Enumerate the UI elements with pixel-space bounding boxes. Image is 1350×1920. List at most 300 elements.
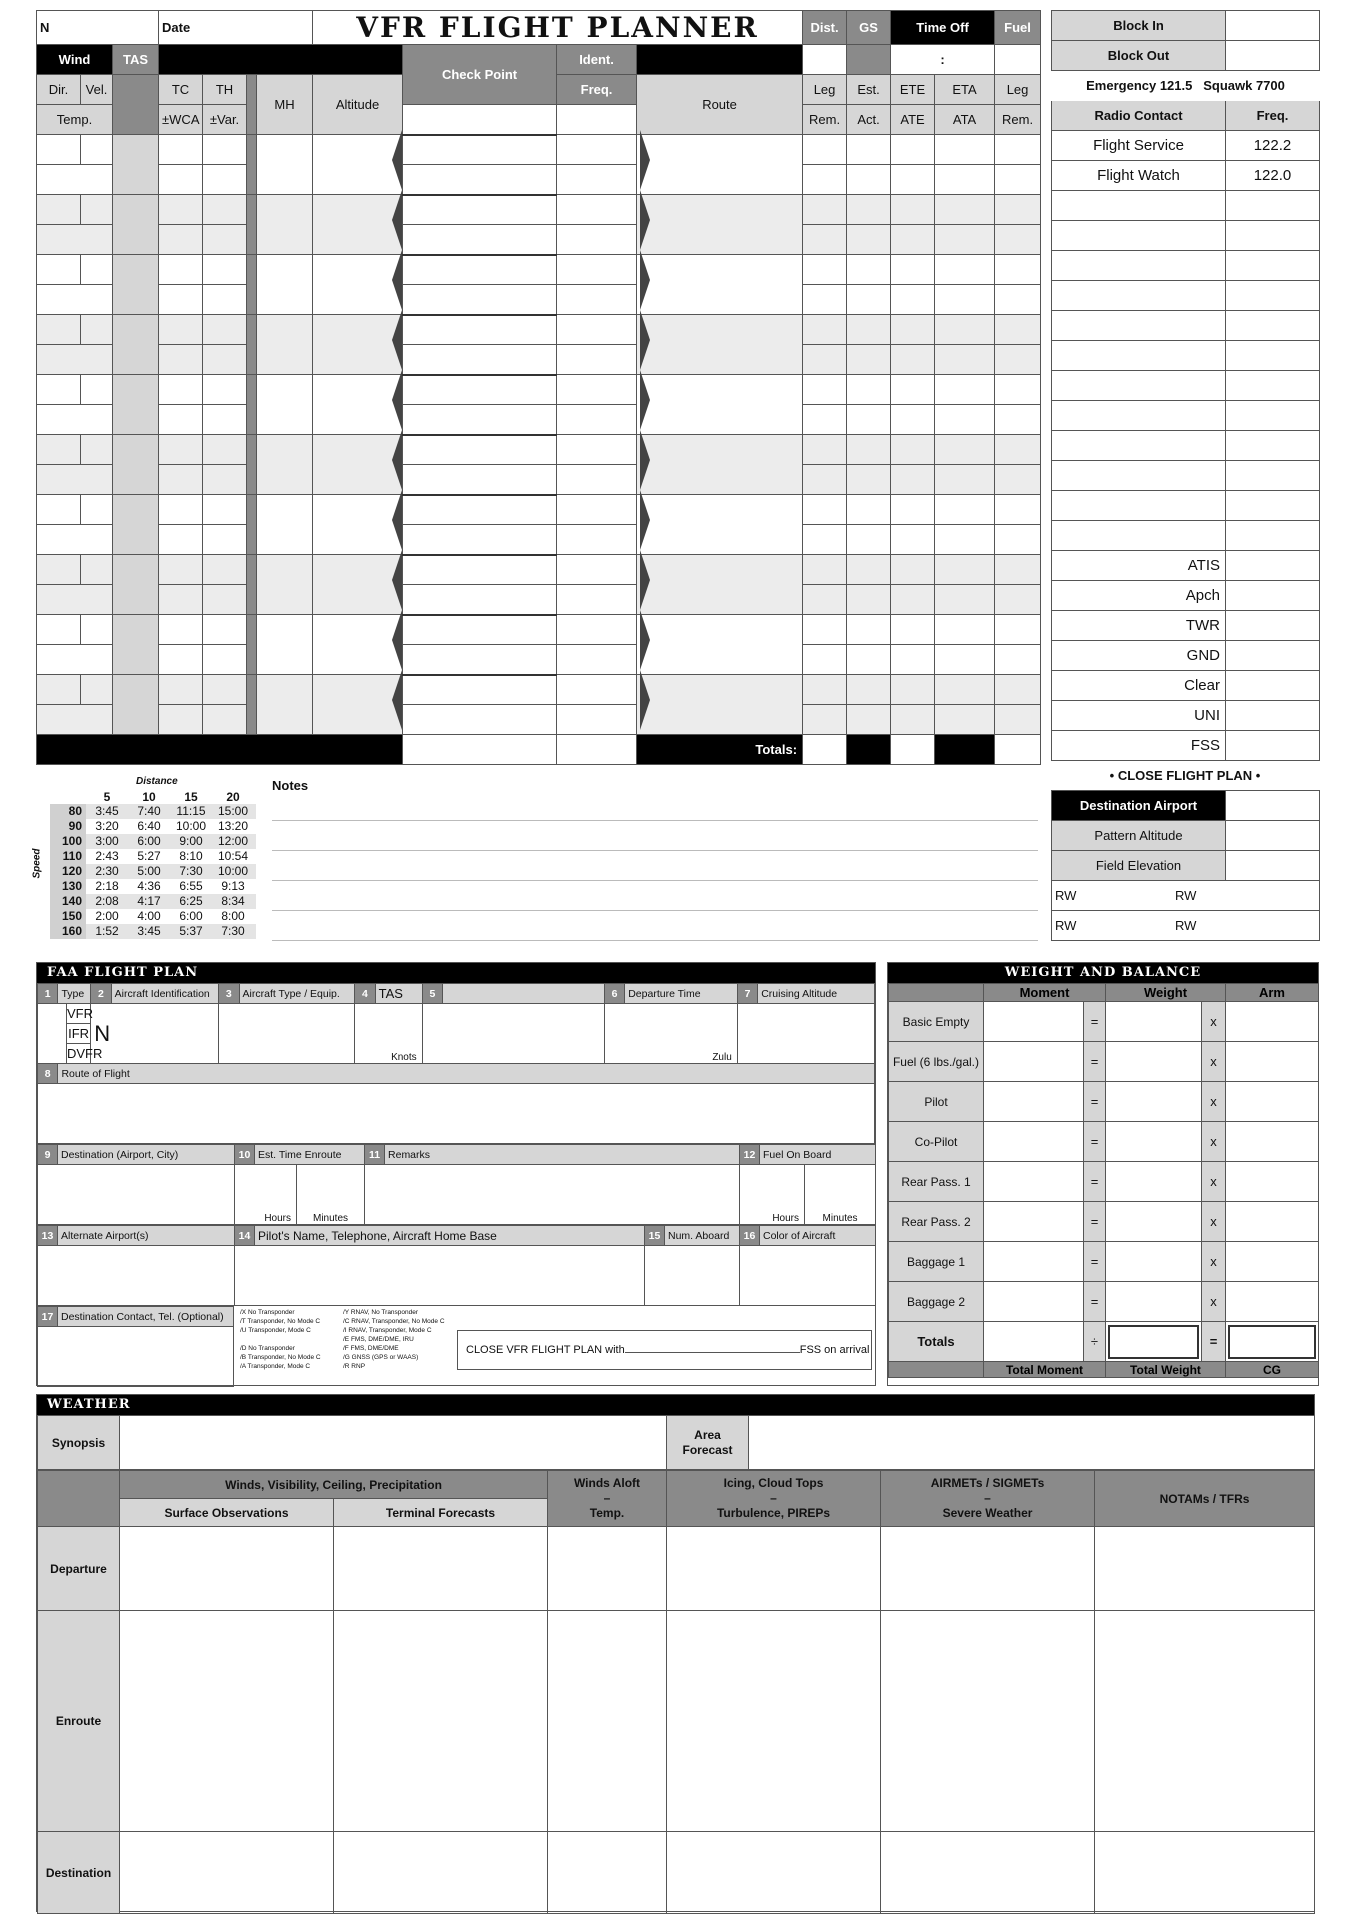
total-ete[interactable]: [891, 735, 935, 765]
route-cell[interactable]: [637, 435, 803, 495]
checkpoint-arrow-right: [640, 370, 650, 430]
notes-line: [272, 880, 1038, 881]
time-value: 11:15: [176, 804, 206, 818]
checkpoint-arrow-right: [640, 130, 650, 190]
check-point-cell[interactable]: [403, 105, 557, 135]
route-cell[interactable]: [637, 315, 803, 375]
route-cell[interactable]: [637, 555, 803, 615]
wb-row-label: Co-Pilot: [889, 1122, 984, 1162]
fp-fuel-minutes[interactable]: Minutes: [805, 1165, 876, 1225]
notes-line: [272, 850, 1038, 851]
radio-blank-row: [1052, 191, 1320, 221]
check-point-cell[interactable]: [403, 555, 557, 585]
nav-log-row: [37, 675, 1041, 705]
nav-log-row: [37, 525, 1041, 555]
field-elevation-label: Field Elevation: [1052, 851, 1226, 881]
fuel-header: Fuel: [995, 11, 1041, 45]
route-cell[interactable]: [637, 135, 803, 195]
check-point-cell[interactable]: [403, 165, 557, 195]
atc-label: Clear: [1052, 671, 1226, 701]
wb-weight-input[interactable]: [1106, 1162, 1202, 1202]
check-point-cell[interactable]: [403, 495, 557, 525]
fp-route-input[interactable]: [38, 1084, 875, 1144]
atc-freq-input[interactable]: [1226, 641, 1320, 671]
speed-row: [50, 804, 256, 819]
wb-weight-input[interactable]: [1106, 1282, 1202, 1322]
checkpoint-arrow-left: [392, 430, 402, 490]
date-field[interactable]: Date: [159, 11, 313, 45]
time-value: 6:00: [179, 909, 203, 923]
fp-alternate-label: Alternate Airport(s): [58, 1226, 235, 1246]
wb-weight-header: Weight: [1106, 984, 1226, 1002]
nav-log-row: [37, 225, 1041, 255]
emergency-info: Emergency 121.5 Squawk 7700: [1086, 78, 1285, 93]
checkpoint-arrow-left: [392, 190, 402, 250]
nav-log-row: [37, 465, 1041, 495]
wb-total-weight-label: Total Weight: [1106, 1362, 1226, 1378]
radio-blank-row: [1052, 251, 1320, 281]
wb-total-moment-label: Total Moment: [984, 1362, 1106, 1378]
wb-moment-input[interactable]: [984, 1162, 1084, 1202]
destination-airport-input[interactable]: [1226, 791, 1320, 821]
equipment-code: [240, 1335, 321, 1344]
runway-row[interactable]: RW RW: [1052, 881, 1320, 911]
block-out-label: Block Out: [1052, 41, 1226, 71]
fp-type-label: Type: [58, 984, 91, 1004]
altitude-header: Altitude: [313, 75, 403, 135]
equipment-code: /T Transponder, No Mode C: [240, 1318, 321, 1325]
checkpoint-arrow-right: [640, 430, 650, 490]
route-cell[interactable]: [637, 615, 803, 675]
atc-row: [1052, 671, 1320, 701]
wb-row: Rear Pass. 2 = x: [889, 1202, 1319, 1242]
wb-moment-input[interactable]: [984, 1082, 1084, 1122]
wb-moment-input[interactable]: [984, 1242, 1084, 1282]
notes-line: [272, 910, 1038, 911]
time-value: 6:00: [137, 834, 161, 848]
wb-moment-input[interactable]: [984, 1202, 1084, 1242]
time-value: 9:13: [221, 879, 245, 893]
wb-arm-input[interactable]: [1226, 1242, 1319, 1282]
block-out-input[interactable]: [1226, 41, 1320, 71]
speed-value: 120: [50, 864, 86, 879]
fp-num-aboard-input[interactable]: [645, 1246, 740, 1306]
check-point-cell[interactable]: [403, 195, 557, 225]
total-fuel[interactable]: [995, 735, 1041, 765]
nav-log-row: [37, 135, 1041, 165]
equipment-code: /U Transponder, Mode C: [240, 1327, 311, 1334]
check-point-cell[interactable]: [403, 675, 557, 705]
check-point-cell[interactable]: [403, 585, 557, 615]
dist-header: Dist.: [803, 11, 847, 45]
check-point-cell[interactable]: [403, 435, 557, 465]
fp-departure-time-input[interactable]: Zulu: [604, 1004, 737, 1064]
fp-type-ifr[interactable]: IFR: [66, 1024, 90, 1044]
check-point-cell[interactable]: [403, 405, 557, 435]
checkpoint-arrow-left: [392, 130, 402, 190]
route-cell[interactable]: [637, 495, 803, 555]
ata-header: ATA: [935, 105, 995, 135]
fp-alternate-input[interactable]: [38, 1246, 235, 1306]
time-value: 9:00: [179, 834, 203, 848]
destination-airport-label: Destination Airport: [1052, 791, 1226, 821]
check-point-cell[interactable]: [403, 705, 557, 735]
fp-ete-minutes[interactable]: Minutes: [297, 1165, 365, 1225]
check-point-cell[interactable]: [403, 135, 557, 165]
nav-log-row: [37, 375, 1041, 405]
fp-num-aboard-label: Num. Aboard: [665, 1226, 740, 1246]
equipment-code: /A Transponder, Mode C: [240, 1363, 311, 1370]
var-header: ±Var.: [203, 105, 247, 135]
speed-row: [50, 879, 256, 894]
nav-log-row: [37, 705, 1041, 735]
speed-row: [50, 864, 256, 879]
block-in-input[interactable]: [1226, 11, 1320, 41]
atc-freq-input[interactable]: [1226, 731, 1320, 761]
time-value: 2:00: [95, 909, 119, 923]
fp-pilot-input[interactable]: [235, 1246, 645, 1306]
wb-row: Rear Pass. 1 = x: [889, 1162, 1319, 1202]
speed-row: [50, 909, 256, 924]
atc-freq-input[interactable]: [1226, 611, 1320, 641]
wb-weight-input[interactable]: [1106, 1122, 1202, 1162]
time-value: 12:00: [217, 834, 249, 848]
nav-log-row: [37, 405, 1041, 435]
wb-weight-input[interactable]: [1106, 1002, 1202, 1042]
check-point-cell[interactable]: [403, 225, 557, 255]
wb-row-label: Rear Pass. 2: [889, 1202, 984, 1242]
check-point-header: Check Point: [403, 45, 557, 105]
atc-row: [1052, 581, 1320, 611]
wb-row: Co-Pilot = x: [889, 1122, 1319, 1162]
wb-moment-input[interactable]: [984, 1282, 1084, 1322]
check-point-cell[interactable]: [403, 315, 557, 345]
runway-row[interactable]: RW RW: [1052, 911, 1320, 941]
speed-label: Speed: [31, 848, 43, 879]
atc-freq-input[interactable]: [1226, 581, 1320, 611]
wb-total-weight[interactable]: [1108, 1325, 1199, 1359]
fp-fuel-label: Fuel On Board: [760, 1145, 876, 1165]
checkpoint-arrow-right: [640, 490, 650, 550]
notes-area[interactable]: [272, 790, 1038, 940]
vel-header: Vel.: [81, 75, 113, 105]
wb-moment-input[interactable]: [984, 1122, 1084, 1162]
speed-value: 80: [50, 804, 86, 819]
time-value: 8:00: [221, 909, 245, 923]
area-forecast-input[interactable]: [749, 1416, 1315, 1470]
wb-row: Basic Empty = x: [889, 1002, 1319, 1042]
wb-cg[interactable]: [1228, 1325, 1316, 1359]
speed-row: [50, 834, 256, 849]
time-off-input[interactable]: :: [891, 45, 995, 75]
wb-row-label: Baggage 2: [889, 1282, 984, 1322]
notams-header: NOTAMs / TFRs: [1095, 1471, 1315, 1527]
fp-route-label: Route of Flight: [58, 1064, 875, 1084]
fp-remarks-input[interactable]: [365, 1165, 740, 1225]
wb-weight-input[interactable]: [1106, 1042, 1202, 1082]
freq-header: Freq.: [557, 75, 637, 105]
pattern-altitude-label: Pattern Altitude: [1052, 821, 1226, 851]
time-value: 10:00: [175, 819, 207, 833]
equipment-codes-left: [240, 1308, 321, 1371]
weight-and-balance: WEIGHT AND BALANCE Moment Weight Arm Basic Empty = x Fuel (6 lbs./gal.) = x Pilot = x Co-Pilot = x Rear Pass. 1 = x Rear Pass. 2 = x Baggage 1 = x Baggage 2 = x Totals ÷ = Total Moment Total Weight CG: [887, 962, 1319, 1386]
atc-row: [1052, 731, 1320, 761]
time-value: 7:30: [221, 924, 245, 938]
time-value: 15:00: [217, 804, 249, 818]
checkpoint-arrow-left: [392, 250, 402, 310]
checkpoint-arrow-right: [640, 610, 650, 670]
wb-arm-input[interactable]: [1226, 1202, 1319, 1242]
nav-log-row: [37, 285, 1041, 315]
check-point-cell[interactable]: [403, 285, 557, 315]
synopsis-label: Synopsis: [38, 1416, 120, 1470]
equipment-code: /X No Transponder: [240, 1309, 295, 1316]
atc-label: GND: [1052, 641, 1226, 671]
fp-type-vfr[interactable]: VFR: [66, 1004, 90, 1024]
wb-cg-label: CG: [1226, 1362, 1319, 1378]
dir-header: Dir.: [37, 75, 81, 105]
equipment-codes-right: [343, 1308, 445, 1371]
fp-ete-label: Est. Time Enroute: [255, 1145, 365, 1165]
wb-moment-input[interactable]: [984, 1042, 1084, 1082]
wb-row: Pilot = x: [889, 1082, 1319, 1122]
distance-label: Distance: [136, 776, 178, 787]
radio-blank-row: [1052, 341, 1320, 371]
checkpoint-arrow-right: [640, 670, 650, 730]
radio-blank-row: [1052, 491, 1320, 521]
wb-row: Baggage 1 = x: [889, 1242, 1319, 1282]
time-off-header: Time Off: [891, 11, 995, 45]
equipment-code: /E FMS, DME/DME, IRU: [343, 1336, 414, 1343]
fp-field5-input[interactable]: [422, 1004, 604, 1064]
time-value: 3:00: [95, 834, 119, 848]
faa-flight-plan: FAA FLIGHT PLAN 1 Type 2 Aircraft Identification 3 Aircraft Type / Equip. 4 TAS 5 6 Departure Time 7 Cruising Altitude VFR IFR DVFR N Knots Zulu 8 Route of Flight 9 Destination (Airport, City) 10 Est. Time Enroute 11 Remarks 12 Fuel On Board Hours Minutes Hours Minutes 13 Alternate Airport(s) 14 Pilot's Name, Telephone, Aircraft Home Base 15 Num. Aboard 16 Color of Aircraft 17 Destination Contact, Tel. (Optional) /X No Transponder /T Transponder, No Mode C /U Transponder, Mode C /D No Transponder /B Transponder, No Mode C /A Transponder, Mode C /Y RNAV, No Transponder /C RNAV, Transponder, No Mode C /I RNAV, Transponder, Mode C /E FMS, DME/DME, IRU /F FMS, DME/DME /G GNSS (GPS or WAAS) /R RNP CLOSE VFR FLIGHT PLAN with FSS on arrival: [36, 962, 876, 1386]
fp-departure-time-label: Departure Time: [625, 984, 738, 1004]
airmets-header: AIRMETs / SIGMETs – Severe Weather: [881, 1471, 1095, 1527]
wb-arm-header: Arm: [1226, 984, 1319, 1002]
radio-blank-row: [1052, 431, 1320, 461]
departure-row-label: Departure: [38, 1527, 120, 1611]
fp-dest-contact-input[interactable]: [38, 1327, 234, 1387]
totals-label: Totals:: [637, 735, 803, 765]
time-value: 4:36: [137, 879, 161, 893]
atc-freq-input[interactable]: [1226, 551, 1320, 581]
fp-type-options[interactable]: [38, 1004, 103, 1064]
speed-value: 100: [50, 834, 86, 849]
wca-header: ±WCA: [159, 105, 203, 135]
time-value: 3:45: [95, 804, 119, 818]
wb-row-label: Basic Empty: [889, 1002, 984, 1042]
atc-row: [1052, 641, 1320, 671]
fp-destination-label: Destination (Airport, City): [58, 1145, 235, 1165]
wb-arm-input[interactable]: [1226, 1122, 1319, 1162]
area-forecast-label: Area Forecast: [667, 1416, 749, 1470]
checkpoint-arrow-left: [392, 490, 402, 550]
wb-totals-label: Totals: [889, 1322, 984, 1362]
notes-line: [272, 820, 1038, 821]
atc-freq-input[interactable]: [1226, 671, 1320, 701]
time-value: 2:43: [95, 849, 119, 863]
speed-row: [50, 894, 256, 909]
fp-tas-input[interactable]: Knots: [355, 1004, 423, 1064]
check-point-cell[interactable]: [403, 525, 557, 555]
checkpoint-arrow-left: [392, 610, 402, 670]
atc-row: [1052, 701, 1320, 731]
wb-arm-input[interactable]: [1226, 1282, 1319, 1322]
time-value: 4:17: [137, 894, 161, 908]
time-value: 10:00: [217, 864, 249, 878]
distance-header: 15: [184, 790, 198, 804]
nav-log-row: [37, 255, 1041, 285]
fp-ete-hours[interactable]: Hours: [235, 1165, 297, 1225]
enroute-row-label: Enroute: [38, 1611, 120, 1832]
speed-value: 140: [50, 894, 86, 909]
time-value: 3:45: [137, 924, 161, 938]
radio-freq-header: Freq.: [1226, 101, 1320, 131]
checkpoint-arrow-left: [392, 370, 402, 430]
time-value: 6:25: [179, 894, 203, 908]
equipment-code: /I RNAV, Transponder, Mode C: [343, 1327, 432, 1334]
tail-number-field[interactable]: N: [37, 11, 159, 45]
wvcp-header: Winds, Visibility, Ceiling, Precipitation: [120, 1471, 548, 1499]
destination-panel: [1051, 790, 1320, 941]
rem-fuel-header: Rem.: [995, 105, 1041, 135]
speed-row: [50, 924, 256, 939]
check-point-cell[interactable]: [403, 345, 557, 375]
checkpoint-arrow-left: [392, 670, 402, 730]
synopsis-input[interactable]: [120, 1416, 667, 1470]
wb-row-label: Fuel (6 lbs./gal.): [889, 1042, 984, 1082]
route-header: Route: [637, 75, 803, 135]
weather-title: WEATHER: [37, 1395, 1314, 1415]
leg-header: Leg: [803, 75, 847, 105]
speed-value: 90: [50, 819, 86, 834]
time-value: 4:00: [137, 909, 161, 923]
speed-value: 150: [50, 909, 86, 924]
atc-row: [1052, 551, 1320, 581]
wb-moment-header: Moment: [984, 984, 1106, 1002]
rem-header: Rem.: [803, 105, 847, 135]
total-dist[interactable]: [803, 735, 847, 765]
atc-row: [1052, 611, 1320, 641]
time-value: 5:27: [137, 849, 161, 863]
speed-value: 130: [50, 879, 86, 894]
nav-log-row: [37, 345, 1041, 375]
atc-label: ATIS: [1052, 551, 1226, 581]
wb-total-moment[interactable]: [984, 1322, 1084, 1362]
check-point-cell[interactable]: [403, 465, 557, 495]
time-value: 2:30: [95, 864, 119, 878]
fp-aircraft-id-input[interactable]: N: [91, 1004, 219, 1064]
fp-pilot-label: Pilot's Name, Telephone, Aircraft Home Base: [255, 1226, 645, 1246]
distance-header: 20: [226, 790, 240, 804]
fp-aircraft-id-label: Aircraft Identification: [111, 984, 218, 1004]
atc-freq-input[interactable]: [1226, 701, 1320, 731]
dist-input[interactable]: [803, 45, 847, 75]
wb-arm-input[interactable]: [1226, 1042, 1319, 1082]
terminal-forecast-header: Terminal Forecasts: [334, 1499, 548, 1527]
check-point-cell[interactable]: [403, 255, 557, 285]
est-header: Est.: [847, 75, 891, 105]
fp-type-dvfr[interactable]: DVFR: [66, 1044, 90, 1064]
equipment-code: /C RNAV, Transponder, No Mode C: [343, 1318, 445, 1325]
equipment-code: /F FMS, DME/DME: [343, 1345, 399, 1352]
nav-log-row: [37, 645, 1041, 675]
wind-header: Wind: [37, 45, 113, 75]
wb-title: WEIGHT AND BALANCE: [888, 963, 1318, 983]
field-elevation-input[interactable]: [1226, 851, 1320, 881]
speed-row: [50, 819, 256, 834]
fp-destination-input[interactable]: [38, 1165, 235, 1225]
fp-aircraft-type-label: Aircraft Type / Equip.: [239, 984, 355, 1004]
wb-arm-input[interactable]: [1226, 1162, 1319, 1202]
fp-cruising-alt-input[interactable]: [737, 1004, 874, 1064]
time-value: 5:37: [179, 924, 203, 938]
wb-arm-input[interactable]: [1226, 1002, 1319, 1042]
route-cell[interactable]: [637, 255, 803, 315]
time-value: 2:08: [95, 894, 119, 908]
radio-name: Flight Service: [1052, 131, 1226, 161]
nav-log-row: [37, 165, 1041, 195]
nav-log-row: [37, 435, 1041, 465]
radio-blank-row: [1052, 521, 1320, 551]
wb-row: Baggage 2 = x: [889, 1282, 1319, 1322]
ident-header: Ident.: [557, 45, 637, 75]
radio-blank-row: [1052, 371, 1320, 401]
speed-value: 160: [50, 924, 86, 939]
checkpoint-arrow-right: [640, 190, 650, 250]
winds-aloft-header: Winds Aloft – Temp.: [548, 1471, 667, 1527]
time-value: 10:54: [217, 849, 249, 863]
side-panel: [1051, 10, 1320, 761]
wb-weight-input[interactable]: [1106, 1202, 1202, 1242]
time-value: 5:00: [137, 864, 161, 878]
nav-log-row: [37, 315, 1041, 345]
wb-weight-input[interactable]: [1106, 1082, 1202, 1122]
wb-row-label: Rear Pass. 1: [889, 1162, 984, 1202]
time-value: 6:55: [179, 879, 203, 893]
check-point-cell[interactable]: [403, 615, 557, 645]
check-point-cell[interactable]: [403, 375, 557, 405]
radio-freq: 122.0: [1226, 161, 1320, 191]
fp-color-input[interactable]: [740, 1246, 876, 1306]
check-point-cell[interactable]: [403, 645, 557, 675]
wb-weight-input[interactable]: [1106, 1242, 1202, 1282]
route-cell[interactable]: [637, 675, 803, 735]
equipment-code: /D No Transponder: [240, 1345, 295, 1352]
equipment-code: /G GNSS (GPS or WAAS): [343, 1354, 419, 1361]
distance-header: 5: [103, 790, 111, 804]
checkpoint-arrow-left: [392, 550, 402, 610]
checkpoint-arrow-right: [640, 250, 650, 310]
wb-row-label: Pilot: [889, 1082, 984, 1122]
surface-obs-header: Surface Observations: [120, 1499, 334, 1527]
fp-aircraft-type-input[interactable]: [219, 1004, 355, 1064]
checkpoint-arrow-left: [392, 310, 402, 370]
fuel-input[interactable]: [995, 45, 1041, 75]
pattern-altitude-input[interactable]: [1226, 821, 1320, 851]
nav-log-row: [37, 585, 1041, 615]
faa-title: FAA FLIGHT PLAN: [37, 963, 875, 983]
radio-contact-header: Radio Contact: [1052, 101, 1226, 131]
wb-arm-input[interactable]: [1226, 1082, 1319, 1122]
route-cell[interactable]: [637, 375, 803, 435]
fp-fuel-hours[interactable]: Hours: [740, 1165, 805, 1225]
wb-moment-input[interactable]: [984, 1002, 1084, 1042]
time-value: 13:20: [217, 819, 249, 833]
time-value: 7:40: [137, 804, 161, 818]
route-cell[interactable]: [637, 195, 803, 255]
